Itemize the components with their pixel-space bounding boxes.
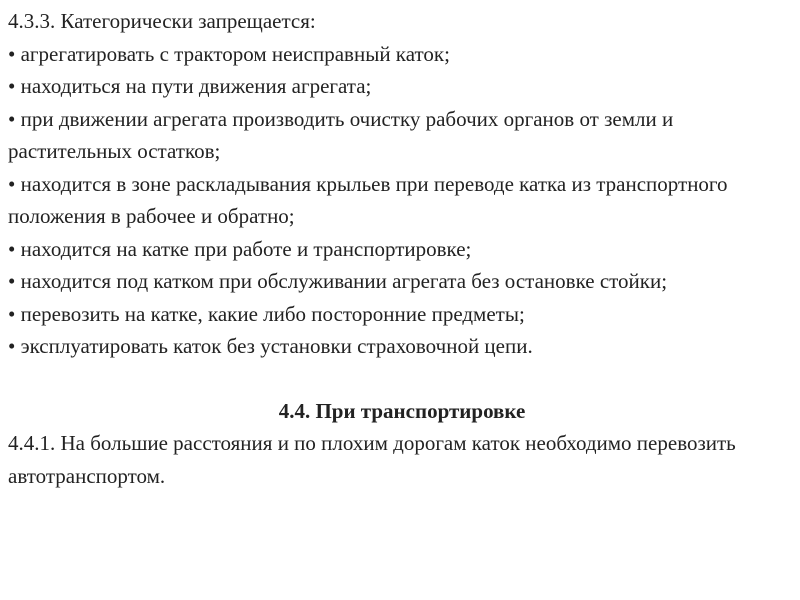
section-4-4-1-text: 4.4.1. На большие расстояния и по плохим дорогам каток необходимо перевозить автотранспортом. [8, 431, 736, 488]
list-item: • перевозить на катке, какие либо посторонние предметы; [8, 301, 525, 326]
section-4-3-3-title: 4.3.3. Категорически запрещается: [8, 9, 316, 33]
list-item: • находиться на пути движения агрегата; [8, 74, 372, 98]
document-body [8, 5, 792, 492]
list-item: • находится на катке при работе и транспортировке; [8, 236, 472, 261]
list-item: • эксплуатировать каток без установки страховочной цепи. [8, 334, 533, 358]
list-item: • агрегатировать с трактором неисправный каток; [8, 41, 450, 66]
section-4-4-heading: 4.4. При транспортировке [278, 398, 526, 423]
list-item: • при движении агрегата производить очистку рабочих органов от земли и растительных остатков; [8, 106, 674, 163]
list-item: • находится в зоне раскладывания крыльев при переводе катка из транспортного положения в рабочее и обратно; [8, 171, 728, 228]
list-item: • находится под катком при обслуживании агрегата без остановке стойки; [8, 269, 668, 293]
paragraph-spacer [8, 363, 792, 395]
